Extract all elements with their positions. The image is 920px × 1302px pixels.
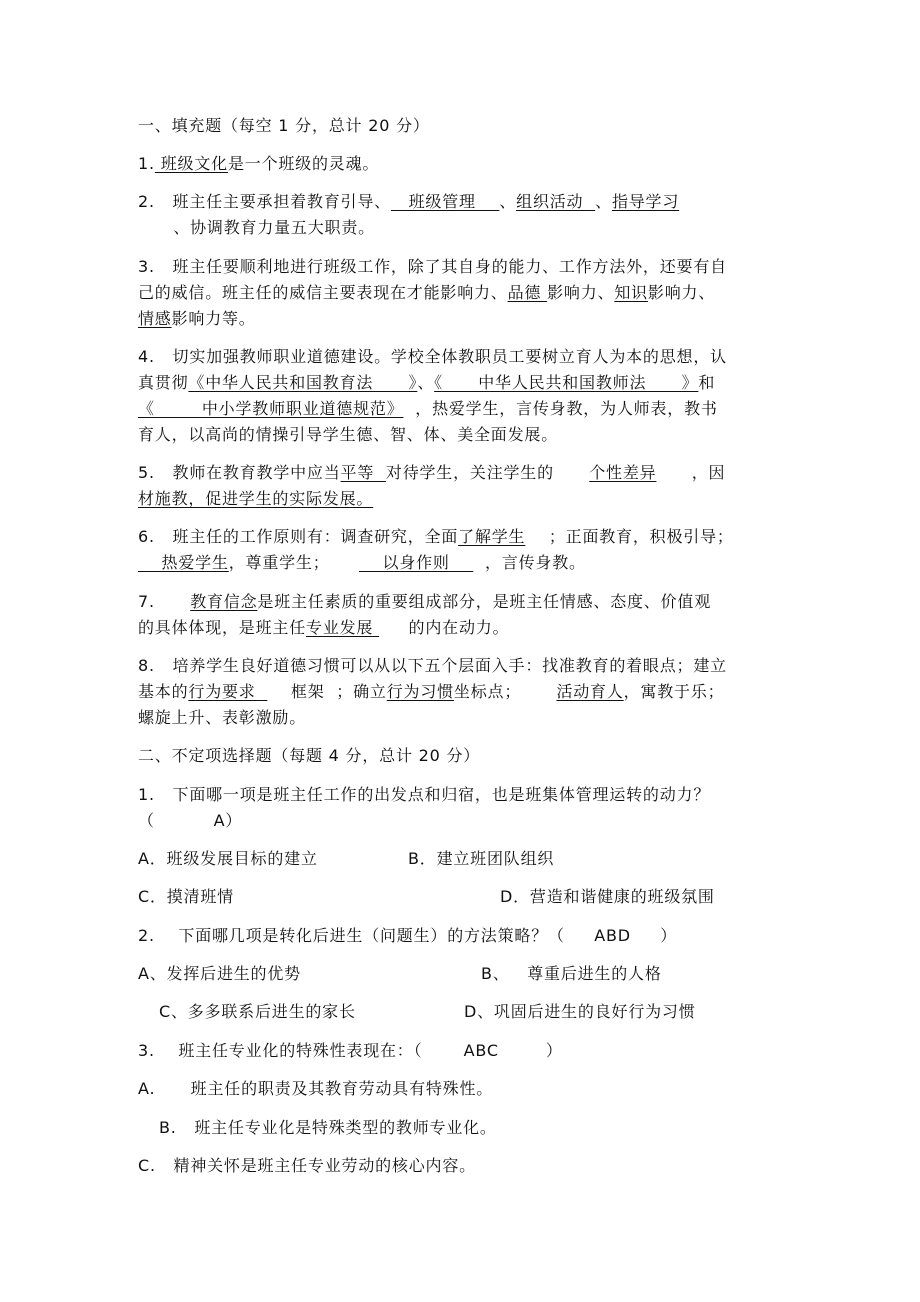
question-1-8-cont2: 螺旋上升、表彰激励。	[138, 708, 307, 727]
question-1-4-cont	[138, 373, 715, 393]
answer-blank: 材施教，促进学生的实际发展。	[138, 489, 374, 508]
option-c: C．摸清班情	[138, 887, 234, 906]
answer-blank: 平等	[340, 463, 386, 482]
answer-blank: 指导学习	[611, 192, 680, 211]
option-a: A、发挥后进生的优势	[138, 964, 301, 983]
question-1-3: 3. 班主任要顺利地进行班级工作，除了其自身的能力、工作方法外，还要有自	[138, 257, 727, 276]
question-1-5-cont	[138, 489, 373, 509]
question-text: 对待学生，关注学生的	[385, 463, 590, 482]
question-text: 的具体体现，是班主任	[138, 618, 307, 637]
question-text: ；正面教育，积极引导；	[525, 527, 734, 546]
answer-blank: 教育信念	[190, 592, 258, 611]
option-d: D．营造和谐健康的班级氛围	[500, 887, 715, 906]
question-2-1: 1. 下面哪一项是班主任工作的出发点和归宿，也是班集体管理运转的动力？	[138, 785, 711, 804]
answer-blank: 《中华人民共和国教育法 》	[188, 373, 418, 392]
option-b: B. 班主任专业化是特殊类型的教师专业化。	[159, 1118, 497, 1137]
question-text: 和	[698, 373, 716, 392]
question-text: 影响力等。	[171, 309, 256, 328]
question-text: 影响力、	[547, 283, 615, 302]
question-text: 的内在动力。	[379, 618, 510, 637]
section2-heading: 二、不定项选择题（每题 4 分，总计 20 分）	[138, 746, 481, 765]
question-2-1-answer: （ A）	[138, 811, 243, 830]
option-a: A. 班主任的职责及其教育劳动具有特殊性。	[138, 1079, 494, 1098]
question-1-8: 8. 培养学生良好道德习惯可以从以下五个层面入手：找准教育的着眼点；建立	[138, 656, 727, 675]
question-1-2	[138, 192, 679, 212]
question-2-2: 2. 下面哪几项是转化后进生（问题生）的方法策略？（ ABD ）	[138, 926, 678, 945]
question-text: 坐标点；	[453, 682, 557, 701]
answer-blank: 了解学生	[458, 527, 526, 546]
question-1-7-cont	[138, 618, 509, 638]
option-b: B．建立班团队组织	[408, 849, 555, 868]
question-text: ，尊重学生；	[228, 553, 359, 572]
question-1-4: 4. 切实加强教师职业道德建设。学校全体教职员工要树立育人为本的思想，认	[138, 347, 727, 366]
answer-blank: 热爱学生	[138, 553, 229, 572]
question-text: 基本的	[138, 682, 189, 701]
question-text: 是班主任素质的重要组成部分，是班主任情感、态度、价值观	[257, 592, 711, 611]
question-number: 1.	[138, 154, 155, 173]
question-1-3-cont	[138, 283, 715, 303]
answer-blank: 行为要求	[188, 682, 268, 701]
answer-blank: 个性差异	[589, 463, 657, 482]
option-a: A．班级发展目标的建立	[138, 849, 318, 868]
question-number: 2.	[138, 192, 155, 211]
question-1-4-cont2	[138, 399, 718, 419]
question-text: 班主任主要承担着教育引导、	[154, 192, 391, 211]
answer-blank: 组织活动	[516, 192, 596, 211]
answer-blank: 情感	[138, 309, 172, 328]
question-text: 7.	[138, 592, 191, 611]
option-d: D、巩固后进生的良好行为习惯	[464, 1002, 696, 1021]
answer-blank: 《 中华人民共和国教师法 》	[434, 373, 699, 392]
question-text: 6. 班主任的工作原则有：调查研究，全面	[138, 527, 459, 546]
section1-heading: 一、填充题（每空 1 分，总计 20 分）	[138, 116, 430, 135]
answer-blank: 班级文化	[154, 154, 228, 173]
question-text: 己的威信。班主任的威信主要表现在才能影响力、	[138, 283, 508, 302]
question-text: 、	[595, 192, 612, 211]
question-1-2-cont: 、协调教育力量五大职责。	[138, 218, 375, 237]
question-text: 5. 教师在教育教学中应当	[138, 463, 341, 482]
question-1-4-cont3: 育人，以高尚的情操引导学生德、智、体、美全面发展。	[138, 425, 559, 444]
answer-blank: 知识	[614, 283, 648, 302]
answer-blank: 品德	[507, 283, 548, 302]
question-text: ，热爱学生，言传身教，为人师表，教书	[403, 399, 718, 418]
question-text: 、	[417, 373, 435, 392]
option-c: C. 精神关怀是班主任专业劳动的核心内容。	[138, 1156, 476, 1175]
question-text: 是一个班级的灵魂。	[227, 154, 380, 173]
question-1-8-cont	[138, 682, 724, 702]
option-c: C、多多联系后进生的家长	[159, 1002, 356, 1021]
question-2-3: 3. 班主任专业化的特殊性表现在：（ ABC ）	[138, 1041, 563, 1060]
answer-blank: 《 中小学教师职业道德规范》	[138, 399, 404, 418]
question-1-6	[138, 527, 734, 547]
question-text: ，寓教于乐；	[623, 682, 725, 701]
question-text: 影响力、	[647, 283, 716, 302]
option-b: B、 尊重后进生的人格	[481, 964, 662, 983]
question-1-6-cont	[138, 553, 586, 573]
question-text: ，言传身教。	[473, 553, 586, 572]
question-text: 、	[499, 192, 517, 211]
question-text: 真贯彻	[138, 373, 189, 392]
answer-blank: 活动育人	[556, 682, 624, 701]
question-1-7	[138, 592, 711, 612]
question-1-1	[138, 154, 379, 174]
answer-blank: 行为习惯	[386, 682, 454, 701]
question-text: 框架 ；确立	[267, 682, 387, 701]
question-text: ，因	[656, 463, 726, 482]
answer-blank: 以身作则	[358, 553, 474, 572]
answer-blank: 班级管理	[390, 192, 500, 211]
question-1-5	[138, 463, 725, 483]
answer-blank: 专业发展	[306, 618, 380, 637]
question-1-3-cont2	[138, 309, 256, 329]
